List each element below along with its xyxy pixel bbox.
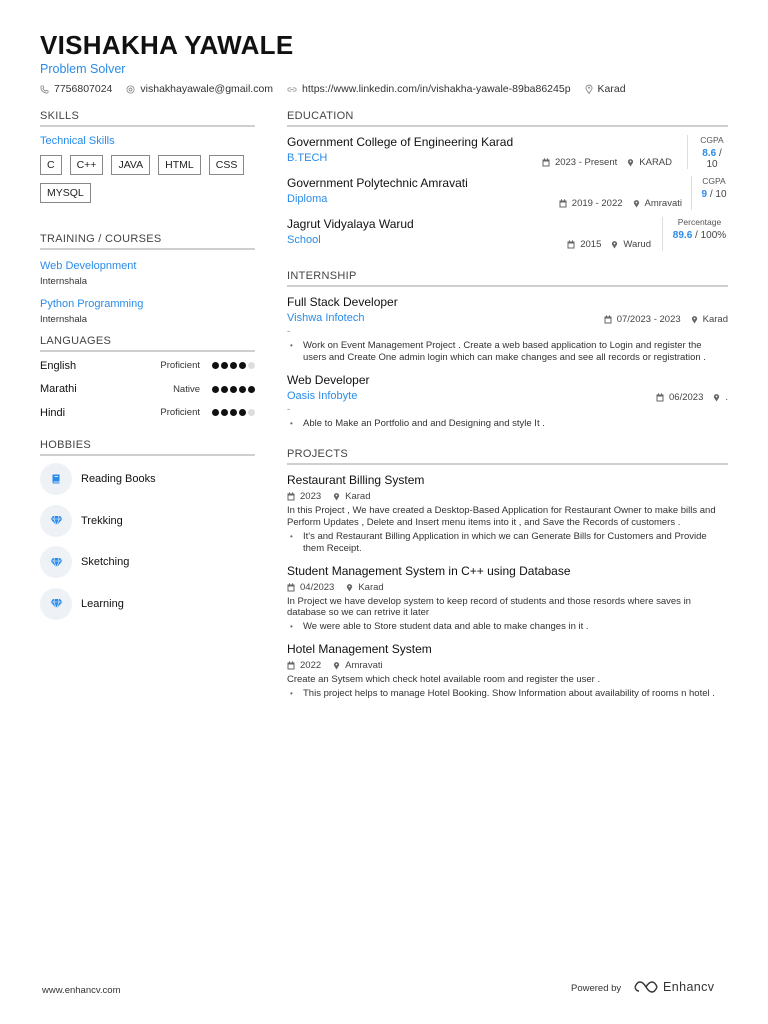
rating-dot-filled (239, 362, 246, 369)
rating-dot-filled (230, 409, 237, 416)
rating-dot-filled (248, 386, 255, 393)
language-row (40, 401, 255, 425)
rating-dot-filled (230, 362, 237, 369)
rating-dot-empty (248, 409, 255, 416)
rating-dot-filled (212, 409, 219, 416)
internship-company: Vishwa Infotech (287, 312, 365, 324)
internship-section (287, 270, 728, 430)
footer-brand[interactable] (634, 980, 714, 994)
language-row (40, 378, 255, 402)
education-section (287, 110, 728, 258)
education-location: KARAD (639, 157, 672, 168)
project-location: Karad (358, 581, 384, 593)
internship-meta (604, 314, 728, 325)
skill-tag: JAVA (111, 155, 150, 175)
diamond-icon (40, 546, 72, 578)
location-pin-icon (346, 583, 353, 592)
rating-dot-empty (248, 362, 255, 369)
project-meta (287, 491, 728, 502)
location-pin-icon (611, 240, 618, 249)
course-provider: Internshala (40, 276, 88, 287)
hobby-label: Reading Books (81, 473, 156, 486)
phone-icon (40, 85, 49, 94)
skill-tag: C++ (70, 155, 104, 175)
education-meta (559, 198, 682, 209)
project-bullet: • It's and Restaurant Billing Application in which we can Generate Bills for Customers and Provide them Receipt. (287, 531, 728, 555)
rating-dot-filled (221, 362, 228, 369)
internship-location: . (725, 392, 728, 403)
calendar-icon (604, 315, 612, 324)
grade-max: / 100% (692, 230, 727, 241)
candidate-name: VISHAKHA YAWALE (40, 30, 294, 60)
hobby-item (40, 583, 255, 625)
hobby-item (40, 542, 255, 584)
diamond-icon (40, 588, 72, 620)
location-pin-icon (585, 84, 593, 94)
project-name: Hotel Management System (287, 642, 432, 657)
grade-label: CGPA (702, 176, 726, 186)
project-name: Student Management System in C++ using Database (287, 563, 571, 578)
skill-tag: HTML (158, 155, 201, 175)
language-name: English (40, 359, 77, 372)
education-meta (542, 157, 672, 168)
grade-max: / 10 (706, 148, 722, 170)
language-level: Proficient (160, 360, 200, 372)
internship-bullet: • Able to Make an Portfolio and and Designing and style It . (287, 418, 728, 430)
email-text: vishakhayawale@gmail.com (140, 83, 274, 95)
location-pin-icon (333, 492, 340, 501)
education-meta (567, 239, 651, 250)
projects-section (287, 448, 728, 700)
education-location: Warud (623, 239, 651, 250)
hobby-label: Sketching (81, 556, 130, 569)
skills-subtitle: Technical Skills (40, 135, 115, 147)
project-description: Create an Sytsem which check hotel available room and register the user . (287, 674, 601, 686)
internship-meta (656, 392, 728, 403)
project-item (287, 642, 728, 700)
project-meta (287, 582, 728, 593)
internship-dash: - (287, 404, 291, 415)
education-location: Amravati (644, 198, 682, 209)
language-row (40, 354, 255, 378)
skills-section (40, 110, 255, 211)
section-title-hobbies: HOBBIES (40, 439, 255, 456)
section-title-training: TRAINING / COURSES (40, 233, 255, 250)
education-grade (662, 217, 728, 251)
hobbies-section (40, 439, 255, 625)
section-title-languages: LANGUAGES (40, 335, 255, 352)
section-title-internship: INTERNSHIP (287, 270, 728, 287)
languages-section (40, 335, 255, 425)
linkedin-text: https://www.linkedin.com/in/vishakha-yawale-89ba86245p (302, 83, 571, 95)
course-name: Web Developnment (40, 260, 137, 272)
grade-value: 8.6 (702, 148, 717, 159)
education-school: Government Polytechnic Amravati (287, 176, 468, 190)
diamond-icon (40, 505, 72, 537)
calendar-icon (656, 393, 664, 402)
candidate-tagline: Problem Solver (40, 62, 126, 76)
location-pin-icon (333, 661, 340, 670)
education-item (287, 176, 728, 217)
education-item (287, 135, 728, 176)
rating-dot-filled (239, 386, 246, 393)
project-bullet: • This project helps to manage Hotel Booking. Show Information about availability of rooms n hotel . (287, 688, 728, 700)
grade-value-line (700, 189, 728, 200)
grade-max: / 10 (707, 189, 727, 200)
language-level: Native (173, 383, 200, 395)
project-location: Karad (345, 491, 371, 502)
education-item (287, 217, 728, 258)
internship-bullet: • Work on Event Management Project . Create a web based application to Login and register the users and Create One admin login which can make changes and see all records or registration . (287, 340, 728, 364)
education-dates: 2023 - Present (554, 157, 618, 168)
link-icon (287, 85, 297, 94)
section-title-projects: PROJECTS (287, 448, 728, 465)
location-pin-icon (633, 199, 640, 208)
skill-tag: CSS (209, 155, 245, 175)
skill-tag: MYSQL (40, 183, 91, 203)
internship-location: Karad (702, 314, 728, 325)
grade-value: 89.6 (672, 230, 693, 241)
location-pin-icon (627, 158, 634, 167)
course-provider: Internshala (40, 314, 88, 325)
calendar-icon (559, 199, 567, 208)
project-date: 2023 (300, 491, 322, 502)
section-title-skills: SKILLS (40, 110, 255, 127)
book-icon (40, 463, 72, 495)
project-bullet: • We were able to Store student data and able to make changes in it . (287, 621, 728, 633)
location-pin-icon (713, 393, 720, 402)
contact-linkedin[interactable] (287, 83, 570, 95)
at-icon (126, 85, 135, 94)
phone-text: 7756807024 (54, 83, 113, 95)
hobby-label: Learning (81, 597, 124, 610)
language-name: Marathi (40, 383, 77, 396)
language-proficiency (173, 384, 255, 395)
language-proficiency (160, 407, 255, 418)
project-date: 2022 (300, 660, 322, 672)
project-description: In this Project , We have created a Desktop-Based Application for Restaurant Owner to make bills and Perform Updates , Delete and Insert menu items into it , and Save the Records of customers . (287, 505, 716, 528)
project-meta (287, 660, 728, 671)
project-description: In Project we have develop system to keep record of students and those resords where saves in database so we can retrive it later (287, 595, 691, 619)
internship-item (287, 373, 728, 430)
resume-header (40, 30, 730, 95)
footer-brand-name: Enhancv (663, 980, 715, 994)
grade-value: 9 (701, 189, 708, 200)
education-degree: School (287, 234, 321, 246)
grade-label: CGPA (700, 135, 724, 145)
language-level: Proficient (160, 407, 200, 419)
internship-item (287, 295, 728, 364)
calendar-icon (542, 158, 550, 167)
language-proficiency (160, 360, 255, 371)
education-degree: B.TECH (287, 152, 328, 164)
education-dates: 2015 (580, 239, 602, 250)
education-school: Government College of Engineering Karad (287, 135, 514, 149)
education-grade (691, 176, 728, 210)
language-name: Hindi (40, 406, 66, 419)
rating-dot-filled (212, 386, 219, 393)
rating-dot-filled (230, 386, 237, 393)
project-item (287, 473, 728, 555)
project-item (287, 564, 728, 634)
contact-bar (40, 83, 730, 95)
language-rating-dots (210, 386, 255, 393)
internship-dates: 06/2023 (669, 392, 704, 403)
hobby-item (40, 459, 255, 501)
hobby-item (40, 500, 255, 542)
rating-dot-filled (221, 386, 228, 393)
education-grade (687, 135, 728, 169)
internship-role: Full Stack Developer (287, 295, 398, 309)
project-date: 04/2023 (300, 581, 335, 593)
education-degree: Diploma (287, 193, 328, 205)
right-column (287, 110, 728, 706)
contact-phone[interactable] (40, 83, 112, 95)
calendar-icon (567, 240, 575, 249)
hobby-label: Trekking (81, 514, 123, 527)
footer-powered-by: Powered by (571, 983, 622, 994)
calendar-icon (287, 492, 295, 501)
grade-value-line (671, 230, 728, 241)
internship-dates: 07/2023 - 2023 (616, 314, 681, 325)
internship-dash: - (287, 326, 291, 337)
grade-value-line (696, 148, 728, 170)
section-title-education: EDUCATION (287, 110, 728, 127)
language-rating-dots (210, 362, 255, 369)
education-dates: 2019 - 2022 (571, 198, 623, 209)
contact-email[interactable] (126, 83, 273, 95)
location-pin-icon (691, 315, 698, 324)
calendar-icon (287, 583, 295, 592)
footer-url[interactable]: www.enhancv.com (42, 985, 121, 996)
course-item (40, 297, 255, 325)
grade-label: Percentage (677, 217, 722, 227)
skill-tags (40, 155, 255, 211)
skill-tag: C (40, 155, 62, 175)
enhancv-logo-icon (634, 981, 658, 993)
course-item (40, 259, 255, 287)
rating-dot-filled (239, 409, 246, 416)
course-name: Python Programming (40, 298, 144, 310)
internship-role: Web Developer (287, 373, 370, 387)
rating-dot-filled (212, 362, 219, 369)
rating-dot-filled (221, 409, 228, 416)
internship-company: Oasis Infobyte (287, 390, 358, 402)
training-section (40, 233, 255, 325)
location-text: Karad (597, 83, 626, 95)
calendar-icon (287, 661, 295, 670)
left-column (40, 110, 255, 625)
project-name: Restaurant Billing System (287, 473, 425, 487)
contact-location (585, 83, 626, 95)
education-school: Jagrut Vidyalaya Warud (287, 217, 414, 231)
language-rating-dots (210, 409, 255, 416)
project-location: Amravati (345, 660, 383, 672)
